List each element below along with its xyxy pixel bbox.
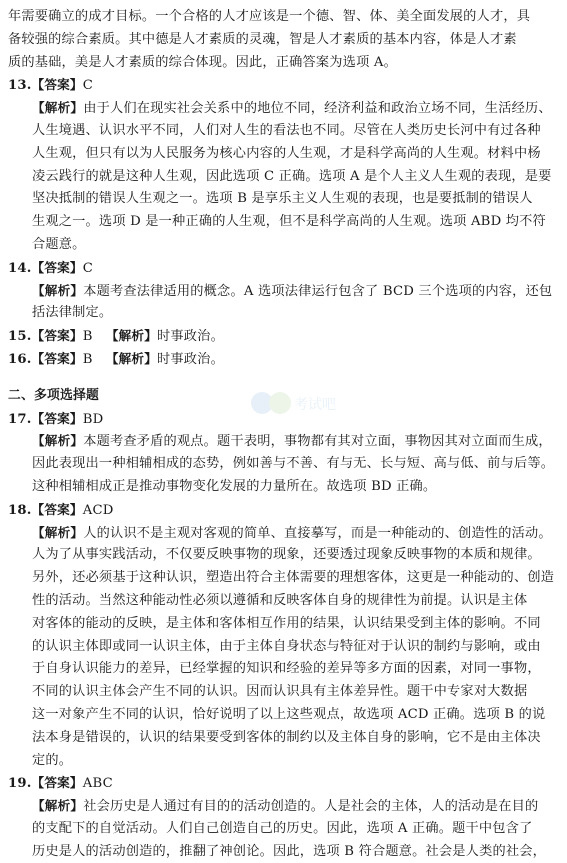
analysis-line: 这种相辅相成正是推动事物变化发展的力量所在。故选项 BD 正确。	[32, 478, 437, 494]
analysis-tag: 【解析】	[105, 350, 158, 366]
answer-value: C	[82, 78, 94, 94]
analysis-line: 这一对象产生不同的认识，恰好说明了以上这些观点，故选项 ACD 正确。选项 B 的说	[32, 706, 546, 722]
answer-value: B	[82, 329, 93, 345]
question-number: 16.	[8, 351, 32, 367]
question-13	[8, 74, 552, 256]
analysis-line: 人生观，但只有以为人民服务为核心内容的人生观，才是科学高尚的人生观。材料中杨	[32, 145, 541, 161]
watermark-text: 考试吧	[294, 397, 336, 413]
answer-value: ACD	[82, 502, 114, 518]
analysis-line: 括法律制定。	[32, 305, 113, 321]
answer-value: BD	[82, 411, 104, 427]
analysis-text: 由于人们在现实社会关系中的地位不同，经济利益和政治立场不同，生活经历、	[83, 101, 552, 117]
analysis-line: 历史是人的活动创造的，推翻了神创论。因此，选项 B 符合题意。社会是人类的社会，	[32, 843, 547, 859]
question-18	[8, 499, 555, 773]
answer-value: B	[82, 351, 93, 367]
question-number: 17.	[8, 411, 32, 427]
question-number: 19.	[8, 776, 32, 792]
text-line: 年需要确立的成才目标。一个合格的人才应该是一个德、智、体、美全面发展的人才，具	[8, 9, 531, 24]
analysis-line	[8, 795, 549, 818]
answer-line	[8, 74, 549, 97]
question-19	[8, 772, 549, 863]
answer-tag: 【答案】	[31, 350, 83, 366]
analysis-tag: 【解析】	[32, 433, 84, 449]
analysis-line	[8, 430, 552, 453]
analysis-tag: 【解析】	[105, 328, 158, 344]
analysis-line: 另外，还必须基于这种认识，塑造出符合主体需要的理想客体，这更是一种能动的、创造	[32, 570, 555, 586]
analysis-line: 法本身是错误的，认识的结果要受到客体的制约以及主体自身的影响，它不是由主体决	[32, 729, 541, 745]
answer-tag: 【答案】	[31, 259, 83, 275]
answer-tag: 【答案】	[31, 328, 83, 344]
answer-tag: 【答案】	[31, 775, 83, 791]
analysis-line: 定的。	[32, 752, 73, 768]
question-16	[8, 348, 549, 371]
analysis-line: 的认识主体即或同一认识主体，由于主体自身状态与特征对于认识的制约与影响，或由	[32, 638, 541, 654]
answer-tag: 【答案】	[31, 501, 83, 517]
analysis-line: 人为了从事实践活动，不仅要反映事物的现象，还要透过现象反映事物的本质和规律。	[32, 547, 541, 563]
analysis-text: 时事政治。	[157, 329, 224, 345]
analysis-line: 性的活动。当然这种能动性必须以遵循和反映客体自身的规律性为前提。认识是主体	[32, 592, 528, 608]
analysis-line: 合题意。	[32, 236, 86, 252]
analysis-line: 凌云践行的就是这种人生观，因此选项 C 正确。选项 A 是个人主义人生观的表现，是要	[32, 168, 552, 184]
answer-line	[8, 772, 549, 795]
analysis-tag: 【解析】	[32, 798, 84, 814]
analysis-line	[8, 280, 553, 303]
question-15	[8, 325, 549, 348]
analysis-tag: 【解析】	[32, 282, 84, 298]
analysis-line: 坚决抵制的错误人生观之一。选项 B 是享乐主义人生观的表现，也是要抵制的错误人	[32, 191, 533, 207]
answer-value: C	[82, 260, 94, 276]
text-line: 质的基础，美是人才素质的综合体现。因此，正确答案为选项 A。	[8, 54, 397, 70]
analysis-line: 对客体的能动的反映，是主体和客体相互作用的结果，认识结果受到主体的影响。不同	[32, 615, 541, 631]
analysis-line	[8, 97, 552, 120]
analysis-text: 本题考查法律适用的概念。A 选项法律运行包含了 BCD 三个选项的内容，还包	[83, 283, 553, 299]
question-14	[8, 257, 553, 325]
section-title: 二、多项选择题	[8, 387, 99, 403]
question-number: 14.	[8, 260, 32, 276]
analysis-tag: 【解析】	[32, 524, 84, 540]
question-number: 13.	[8, 78, 32, 94]
analysis-text: 时事政治。	[157, 351, 224, 367]
answer-tag: 【答案】	[31, 77, 83, 93]
answer-line	[8, 408, 549, 431]
analysis-line: 生观之一。选项 D 是一种正确的人生观，但不是科学高尚的人生观。选项 ABD 均不符	[32, 214, 546, 230]
analysis-tag: 【解析】	[32, 100, 84, 116]
analysis-line: 不同的认识主体会产生不同的认识。因而认识具有主体差异性。题干中专家对大数据	[32, 684, 528, 700]
text-line: 备较强的综合素质。其中德是人才素质的灵魂，智是人才素质的基本内容，体是人才素	[8, 31, 517, 47]
answer-tag: 【答案】	[31, 410, 83, 426]
question-number: 15.	[8, 329, 32, 345]
analysis-text: 社会历史是人通过有目的的活动创造的。人是社会的主体，人的活动是在目的	[83, 799, 539, 815]
analysis-line: 的支配下的自觉活动。人们自己创造自己的历史。因此，选项 A 正确。题干中包含了	[32, 820, 533, 836]
analysis-text: 本题考查矛盾的观点。题干表明，事物都有其对立面，事物因其对立面而生成，	[83, 434, 552, 450]
analysis-line: 人生境遇、认识水平不同，人们对人生的看法也不同。尽管在人类历史长河中有过各种	[32, 122, 541, 138]
analysis-line: 因此表现出一种相辅相成的态势，例如善与不善、有与无、长与短、高与低、前与后等。	[32, 456, 555, 472]
intro-paragraph	[8, 6, 549, 74]
answer-line	[8, 257, 549, 280]
answer-value: ABC	[82, 776, 113, 792]
question-number: 18.	[8, 502, 32, 518]
analysis-line	[8, 522, 552, 545]
analysis-text: 人的认识不是主观对客观的简单、直接摹写，而是一种能动的、创造性的活动。	[83, 525, 552, 541]
answer-line	[8, 499, 549, 522]
analysis-line: 于自身认识能力的差异，已经掌握的知识和经验的差异等多方面的因素，对同一事物，	[32, 661, 541, 677]
question-17	[8, 408, 555, 499]
